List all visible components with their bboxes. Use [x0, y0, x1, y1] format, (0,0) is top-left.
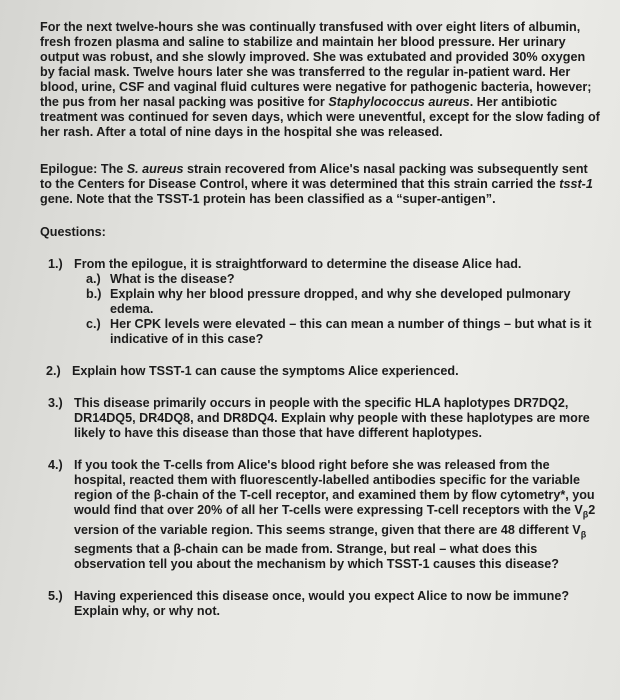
- question-4: [48, 458, 600, 572]
- subquestion-b: [74, 287, 600, 317]
- epilogue-text-3: gene. Note that the TSST-1 protein has been classified as a “super-antigen”.: [40, 192, 496, 206]
- questions-list: [40, 257, 600, 619]
- question-text: Explain how TSST-1 can cause the symptoms Alice experienced.: [72, 364, 459, 378]
- question-3: [48, 396, 600, 441]
- question-text: This disease primarily occurs in people with the specific HLA haplotypes DR7DQ2, DR14DQ5, DR4DQ8, and DR8DQ4. Explain why people with these haplotypes are more likely to have this disease than those that have different haplotypes.: [74, 396, 590, 440]
- subquestion-c: [74, 317, 600, 347]
- question-text: [74, 458, 600, 572]
- question-text: From the epilogue, it is straightforward to determine the disease Alice had.: [74, 257, 522, 271]
- epilogue-organism: S. aureus: [126, 162, 184, 176]
- subquestion-letter: c.): [86, 317, 101, 331]
- organism-name: Staphylococcus aureus: [328, 95, 470, 109]
- beta-subscript: β: [580, 529, 587, 540]
- epilogue-label: Epilogue:: [40, 162, 98, 176]
- question-number: 3.): [48, 396, 63, 410]
- subquestion-a: [74, 272, 600, 287]
- subquestion-text: What is the disease?: [110, 272, 235, 286]
- epilogue-paragraph: [40, 162, 600, 207]
- question-number: 2.): [46, 364, 61, 378]
- beta-subscript: β: [582, 509, 589, 520]
- subquestion-text: Explain why her blood pressure dropped, and why she developed pulmonary edema.: [110, 287, 571, 316]
- epilogue-text-2: strain recovered from Alice's nasal packing was subsequently sent to the Centers for Disease Control, where it was determined that this strain carried the: [40, 162, 588, 191]
- narrative-paragraph: [40, 20, 600, 140]
- subquestion-list: [74, 272, 600, 347]
- narrative-text-1: For the next twelve-hours she was continually transfused with over eight liters of albumin, fresh frozen plasma and saline to stabilize and maintain her blood pressure. Her urinary output was robust, and she slowly improved. She was extubated and provided 30% oxygen by facial mask. Twelve hours later she was transferred to the regular in-patient ward. Her blood, urine, CSF and vaginal fluid cultures were negative for pathogenic bacteria, however; the pus from her nasal packing was positive for: [40, 20, 592, 109]
- question-2: [46, 364, 600, 379]
- subquestion-letter: a.): [86, 272, 101, 286]
- subquestion-text: Her CPK levels were elevated – this can mean a number of things – but what is it indicative of in this case?: [110, 317, 592, 346]
- gene-name: tsst-1: [559, 177, 593, 191]
- subquestion-letter: b.): [86, 287, 102, 301]
- question-5: [48, 589, 600, 619]
- question-number: 5.): [48, 589, 63, 604]
- question-4-text-1: If you took the T-cells from Alice's blood right before she was released from the hospital, reacted them with fluorescently-labelled antibodies specific for the variable region of the β-chain of the T-cell receptor, and examined them by flow cytometry*, you would find that over 20% of all her T-cells were expressing T-cell receptors with the V: [74, 458, 595, 517]
- question-text: Having experienced this disease once, would you expect Alice to now be immune? Explain why, or why not.: [74, 589, 570, 619]
- question-4-text-3: segments that a β-chain can be made from. Strange, but real – what does this observation tell you about the mechanism by which TSST-1 causes this disease?: [74, 542, 559, 572]
- questions-heading: Questions:: [40, 225, 106, 239]
- narrative-text-2: . Her antibiotic treatment was continued for seven days, which were uneventful, except for the slow fading of her rash. After a total of nine days in the hospital she was released.: [40, 95, 600, 139]
- question-4-text-2: 2 version of the variable region. This seems strange, given that there are 48 different V: [74, 503, 596, 537]
- question-number: 1.): [48, 257, 63, 271]
- question-1: [48, 257, 600, 347]
- question-number: 4.): [48, 458, 63, 472]
- epilogue-text-1: The: [97, 162, 127, 176]
